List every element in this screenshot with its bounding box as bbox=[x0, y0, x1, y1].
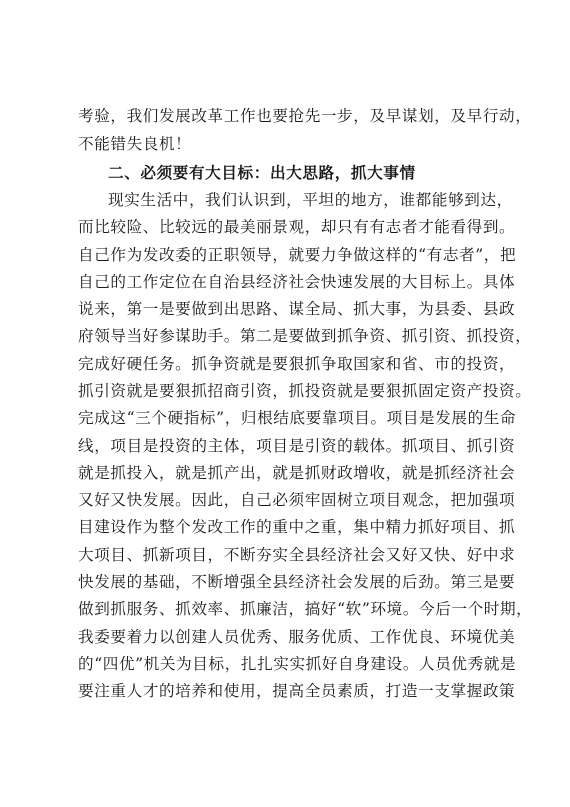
body-text-line: 府领导当好参谋助手。第二是要做到抓争资、抓引资、抓投资， bbox=[78, 327, 532, 345]
body-text-line: 现实生活中，我们认识到，平坦的地方，谁都能够到达， bbox=[108, 191, 513, 209]
body-text-line: 考验，我们发展改革工作也要抢先一步，及早谋划，及早行动， bbox=[78, 107, 532, 125]
body-text-line: 自己的工作定位在自治县经济社会快速发展的大目标上。具体 bbox=[78, 273, 516, 291]
body-text-line: 完成好硬任务。抓争资就是要狠抓争取国家和省、市的投资， bbox=[78, 355, 516, 373]
body-text-line: 抓引资就是要狠抓招商引资，抓投资就是要狠抓固定资产投资。 bbox=[78, 382, 532, 400]
body-text-line: 目建设作为整个发改工作的重中之重，集中精力抓好项目、抓 bbox=[78, 518, 516, 536]
body-text-line: 的“四优”机关为目标，扎扎实实抓好自身建设。人员优秀就是 bbox=[78, 655, 517, 673]
body-text-line: 做到抓服务、抓效率、抓廉洁，搞好“软”环境。今后一个时期， bbox=[78, 600, 533, 618]
body-text-line: 说来，第一是要做到出思路、谋全局、抓大事，为县委、县政 bbox=[78, 300, 516, 318]
body-text-line: 线，项目是投资的主体，项目是引资的载体。抓项目、抓引资 bbox=[78, 437, 516, 455]
body-text-line: 而比较险、比较远的最美丽景观，却只有有志者才能看得到。 bbox=[78, 218, 516, 236]
body-text-line: 要注重人才的培养和使用，提高全员素质，打造一支掌握政策 bbox=[78, 682, 516, 700]
body-text-line: 又好又快发展。因此，自己必须牢固树立项目观念，把加强项 bbox=[78, 491, 516, 509]
body-text-line: 快发展的基础，不断增强全县经济社会发展的后劲。第三是要 bbox=[78, 573, 516, 591]
section-heading: 二、必须要有大目标：出大思路，抓大事情 bbox=[108, 163, 416, 182]
body-text-line: 自己作为发改委的正职领导，就要力争做这样的“有志者”，把 bbox=[78, 246, 517, 264]
body-text-line: 就是抓投入，就是抓产出，就是抓财政增收，就是抓经济社会 bbox=[78, 464, 516, 482]
body-text-line: 不能错失良机！ bbox=[78, 135, 192, 153]
body-text-line: 完成这“三个硬指标”，归根结底要靠项目。项目是发展的生命 bbox=[78, 409, 517, 427]
body-text-line: 大项目、抓新项目，不断夯实全县经济社会又好又快、好中求 bbox=[78, 546, 516, 564]
body-text-line: 我委要着力以创建人员优秀、服务优质、工作优良、环境优美 bbox=[78, 628, 516, 646]
